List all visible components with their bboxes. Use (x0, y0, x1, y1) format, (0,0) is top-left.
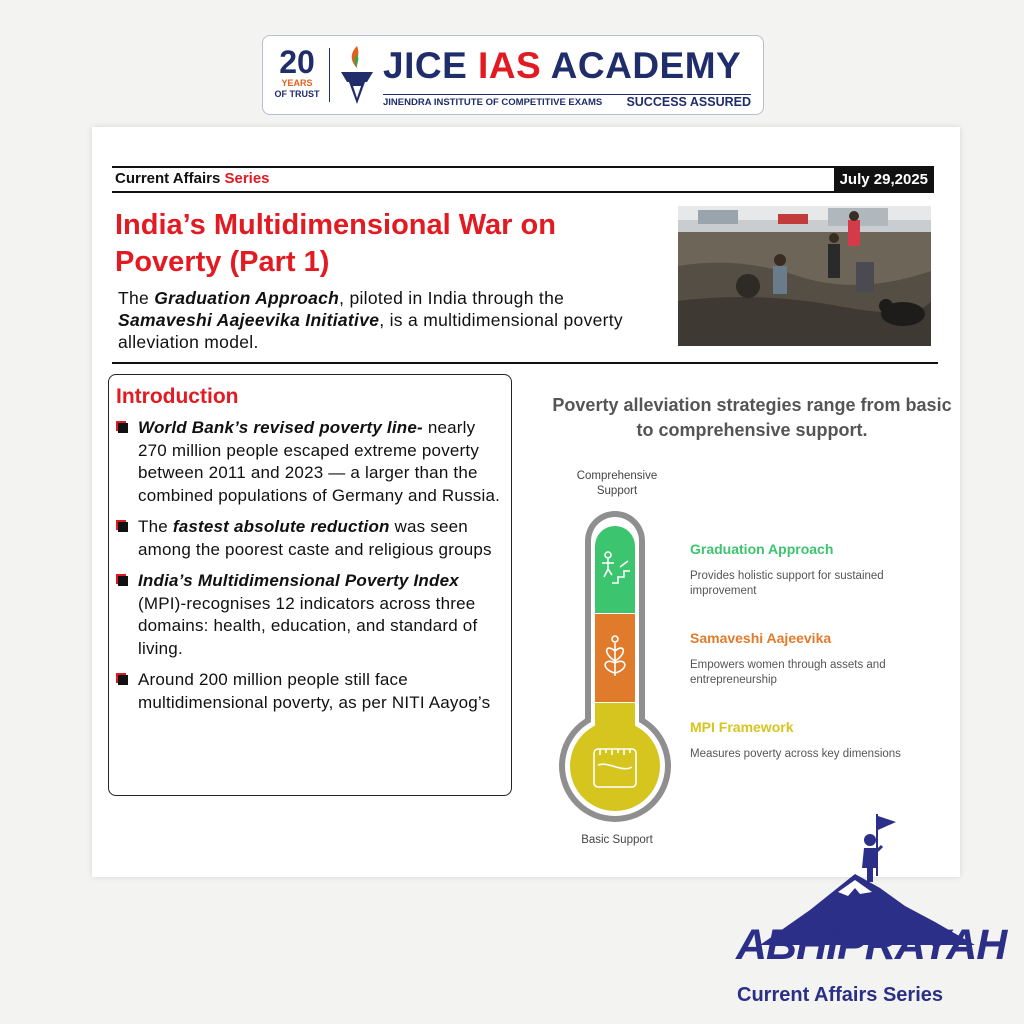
years-number: 20 (279, 44, 315, 80)
bullet-item (116, 570, 506, 660)
name-academy: ACADEMY (550, 45, 742, 86)
bullet-item (116, 669, 506, 714)
brand-subtitle: Current Affairs Series (737, 984, 943, 1006)
infographic-title: Poverty alleviation strategies range from basic to comprehensive support. (552, 395, 952, 440)
series-label-main: Current Affairs (115, 170, 221, 187)
comprehensive-support-label: Comprehensive Support (576, 470, 658, 497)
bullet-square-icon (118, 576, 128, 586)
bullet-square-icon (118, 522, 128, 532)
article-summary (118, 287, 658, 353)
section-divider (112, 362, 938, 364)
bullet-text: was seen among the poorest caste and religious groups (138, 517, 492, 559)
basic-support-label: Basic Support (581, 834, 653, 846)
abhiprayah-wordmark: ABHIPRAYAH (736, 921, 1007, 969)
institute-full-name: JINENDRA INSTITUTE OF COMPETITIVE EXAMS (383, 97, 603, 108)
introduction-panel (108, 374, 512, 796)
bullet-emphasis: India’s Multidimensional Poverty Index (138, 571, 459, 590)
level-title: MPI Framework (690, 719, 794, 735)
torch-emblem-icon (335, 42, 379, 108)
article-card (92, 127, 960, 877)
bullet-text: nearly 270 million people escaped extreme poverty between 2011 and 2023 — a larger than the combined populations of Germany and Russia. (138, 418, 501, 505)
bullet-emphasis: fastest absolute reduction (172, 517, 390, 536)
logo-divider (329, 48, 330, 102)
summary-text: , is a multidimensional poverty alleviation model. (118, 310, 623, 352)
tagline: SUCCESS ASSURED (626, 95, 751, 109)
logo-subline (383, 94, 751, 109)
level-description: Provides holistic support for sustained improvement (690, 570, 884, 597)
summary-text: , piloted in India through the (339, 288, 565, 308)
bullet-item (116, 417, 506, 507)
series-label (115, 170, 270, 187)
bullet-text: The (138, 517, 173, 536)
introduction-bullets (116, 417, 506, 723)
date-badge: July 29,2025 (834, 168, 934, 191)
years-of-trust-badge (271, 46, 323, 100)
bullet-item (116, 516, 506, 561)
level-title: Graduation Approach (690, 541, 834, 557)
bullet-emphasis: World Bank’s revised poverty line- (138, 418, 423, 437)
bullet-text: Around 200 million people still face multidimensional poverty, as per NITI Aayog’s (138, 670, 491, 712)
level-samaveshi-aajeevika (690, 630, 930, 688)
summary-emphasis: Graduation Approach (154, 288, 340, 308)
series-bar (112, 166, 934, 193)
of-trust-label: OF TRUST (274, 89, 320, 99)
level-segment-graduation (595, 526, 635, 613)
years-label: YEARS (281, 78, 313, 88)
summary-text: The (118, 288, 155, 308)
level-mpi-framework (690, 719, 930, 762)
name-ias: IAS (478, 45, 542, 86)
street-poverty-photo (678, 206, 931, 346)
level-description: Measures poverty across key dimensions (690, 748, 901, 760)
mountain-flag-emblem-icon (730, 810, 990, 1010)
bullet-square-icon (118, 423, 128, 433)
article-title: India’s Multidimensional War on Poverty (Part 1) (115, 209, 556, 278)
summary-emphasis: Samaveshi Aajeevika Initiative (118, 310, 380, 330)
series-label-accent: Series (224, 170, 270, 187)
academy-logo (262, 35, 764, 115)
level-description: Empowers women through assets and entrepreneurship (690, 659, 886, 686)
level-title: Samaveshi Aajeevika (690, 630, 832, 646)
bullet-square-icon (118, 675, 128, 685)
academy-name (383, 46, 741, 86)
bullet-text: (MPI)-recognises 12 indicators across three domains: health, education, and standard of living. (138, 593, 478, 658)
introduction-heading: Introduction (116, 385, 239, 408)
name-jice: JICE (383, 45, 468, 86)
thermometer-diagram (550, 511, 680, 831)
level-graduation-approach (690, 541, 930, 599)
